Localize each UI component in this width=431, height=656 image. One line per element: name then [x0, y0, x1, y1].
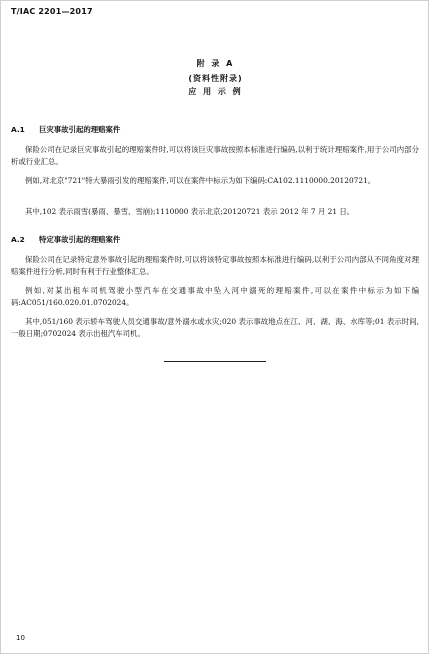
section-title: 特定事故引起的理赔案件: [39, 235, 121, 244]
paragraph: 保险公司在记录巨灾事故引起的理赔案件时,可以将该巨灾事故按照本标准进行编码,以利于统计理赔案件,用于公司内部分析或行业汇总。: [11, 145, 419, 166]
section-heading-a1: [11, 124, 120, 135]
annex-nature: (资料性附录): [188, 74, 243, 83]
paragraph: 保险公司在记录特定意外事故引起的理赔案件时,可以将该特定事故按照本标准进行编码,以利于公司内部从不同角度对理赔案件进行分析,同时有利于行业整体汇总。: [11, 255, 419, 276]
section-heading-a2: [11, 234, 120, 245]
paragraph: 例如,对北京"721"特大暴雨引发的理赔案件,可以在案件中标示为如下编码:CA102.1110000.20120721。: [25, 176, 376, 185]
annex-title: 附 录 A: [196, 59, 235, 68]
section-number: A.1: [11, 125, 25, 134]
paragraph: 例如,对某出租车司机驾驶小型汽车在交通事故中坠入河中溺死的理赔案件,可以在案件中标示为如下编码:AC051/160.020.01.0702024。: [11, 286, 419, 307]
annex-subject: 应 用 示 例: [188, 87, 243, 96]
end-rule: [164, 361, 266, 362]
paragraph: 其中,102 表示雨雪(暴雨、暴雪、雪崩);1110000 表示北京;20120721 表示 2012 年 7 月 21 日。: [25, 207, 355, 216]
standard-code: T/IAC 2201—2017: [11, 7, 93, 16]
section-title: 巨灾事故引起的理赔案件: [39, 125, 121, 134]
section-number: A.2: [11, 235, 25, 244]
paragraph: 其中,051/160 表示轿车驾驶人员交通事故/意外溺水或水灾;020 表示事故地点在江、河、湖、海、水库等;01 表示时间,一般日期;0702024 表示出租汽车司机。: [11, 317, 419, 338]
page-number: 10: [16, 634, 25, 642]
